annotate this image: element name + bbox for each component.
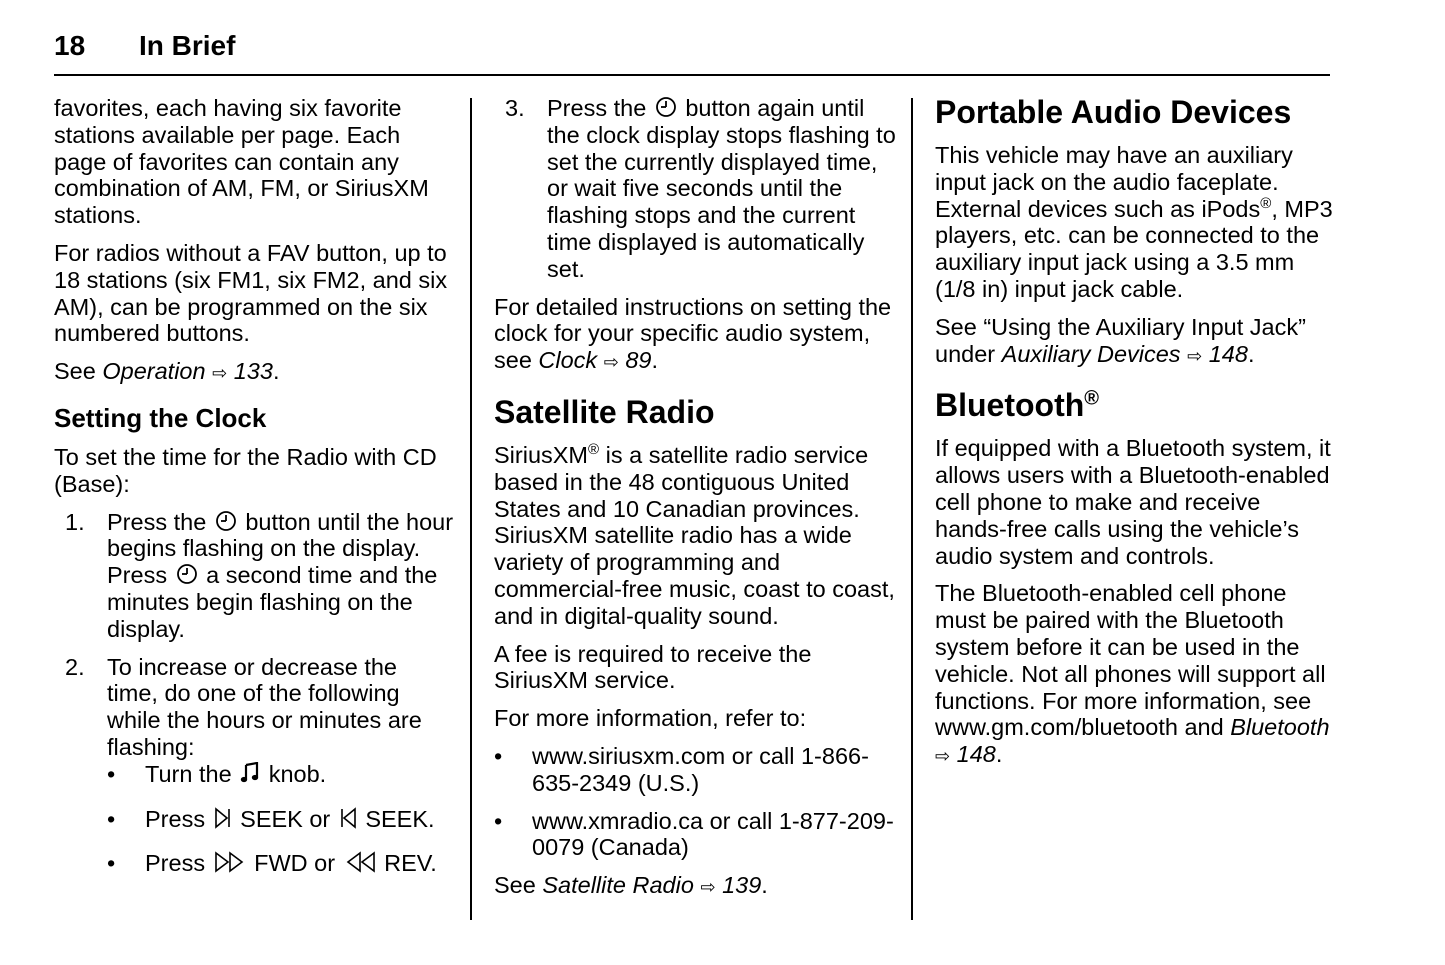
clock-icon [215, 510, 237, 532]
paragraph: To set the time for the Radio with CD (Base): [54, 443, 437, 497]
music-note-icon [240, 762, 260, 784]
arrow-icon: ⇨ [212, 363, 228, 384]
column-2 [494, 95, 899, 912]
paragraph: This vehicle may have an auxiliary input jack on the audio faceplate. External devices such as iPods®, MP3 players, etc. can be connected to the auxiliary input jack using a 3.5 mm (1/8 in) input jack cable. [935, 142, 1333, 302]
list-item: 3. Press the button again until the clock display stops flashing to set the currently displayed time, or wait five seconds until the flashing stops and the current time displayed is automatically set. [505, 95, 896, 282]
list-item: • Press FWD or REV. [107, 850, 437, 877]
reference-link[interactable]: Auxiliary Devices ⇨ 148 [1001, 340, 1248, 367]
paragraph: For detailed instructions on setting the clock for your specific audio system, see Clock ⇨ 89. [494, 293, 892, 374]
column-divider [470, 98, 472, 920]
cross-reference: See “Using the Auxiliary Input Jack” under Auxiliary Devices ⇨ 148. [935, 313, 1306, 367]
arrow-icon: ⇨ [603, 352, 619, 373]
list-item: • www.siriusxm.com or call 1-866-635-2349 (U.S.) [494, 742, 869, 796]
bullet-list [494, 743, 899, 861]
section-heading: Portable Audio Devices [935, 94, 1292, 130]
steps-list [54, 509, 454, 878]
section-heading: Bluetooth® [935, 387, 1100, 424]
column-divider [911, 98, 913, 920]
clock-icon [655, 96, 677, 118]
page-number: 18 [54, 30, 86, 61]
chapter-title: In Brief [139, 30, 236, 61]
bullet-list [107, 761, 454, 877]
page-header [54, 30, 1330, 76]
clock-icon [176, 563, 198, 585]
list-item: 1. Press the button until the hour begins flashing on the display. Press a second time and the minutes begin flashing on the display. [65, 508, 454, 642]
paragraph: For radios without a FAV button, up to 18 stations (six FM1, six FM2, and six AM), can be programmed on the six numbered buttons. [54, 239, 448, 347]
section-heading: Setting the Clock [54, 402, 267, 433]
list-item: • Turn the knob. [107, 760, 327, 787]
arrow-icon: ⇨ [1187, 345, 1203, 366]
paragraph: favorites, each having six favorite stations available per page. Each page of favorites can contain any combination of AM, FM, or SiriusXM stations. [54, 95, 429, 229]
steps-list [494, 95, 899, 283]
fast-forward-icon [214, 851, 246, 873]
arrow-icon: ⇨ [700, 877, 716, 898]
column-3 [935, 95, 1335, 781]
list-item: 2. To increase or decrease the time, do one of the following while the hours or minutes are flashing: • Turn the knob. • Press SEEK or SEEK. • Press FWD or REV. [54, 654, 454, 878]
paragraph: The Bluetooth-enabled cell phone must be paired with the Bluetooth system before it can be used in the vehicle. Not all phones will support all functions. For more information, see www.gm.com/bluetooth and Bluetooth ⇨ 148. [935, 580, 1330, 768]
list-item: • Press SEEK or SEEK. [107, 805, 435, 832]
column-1 [54, 95, 454, 895]
arrow-icon: ⇨ [935, 746, 951, 767]
reference-link[interactable]: Bluetooth ⇨ 148 [935, 714, 1330, 768]
paragraph: For more information, refer to: [494, 705, 807, 732]
rewind-icon [344, 851, 376, 873]
list-item: • www.xmradio.ca or call 1-877-209-0079 (Canada) [494, 807, 894, 861]
reference-link[interactable]: Operation ⇨ 133 [102, 358, 273, 385]
reference-link[interactable]: Clock ⇨ 89 [538, 347, 652, 374]
paragraph: If equipped with a Bluetooth system, it allows users with a Bluetooth-enabled cell phone to make and receive hands-free calls using the vehicle’s audio system and controls. [935, 435, 1331, 569]
seek-back-icon [339, 807, 357, 829]
paragraph: SiriusXM® is a satellite radio service based in the 48 contiguous United States and 10 Canadian provinces. SiriusXM satellite radio has a wide variety of programming and commercial-free music, coast to coast, and in digital-quality sound. [494, 441, 895, 629]
cross-reference: See Operation ⇨ 133. [54, 358, 280, 385]
cross-reference: See Satellite Radio ⇨ 139. [494, 872, 768, 899]
reference-link[interactable]: Satellite Radio ⇨ 139 [542, 872, 762, 899]
seek-forward-icon [214, 807, 232, 829]
paragraph: A fee is required to receive the SiriusXM service. [494, 640, 812, 694]
section-heading: Satellite Radio [494, 393, 715, 430]
